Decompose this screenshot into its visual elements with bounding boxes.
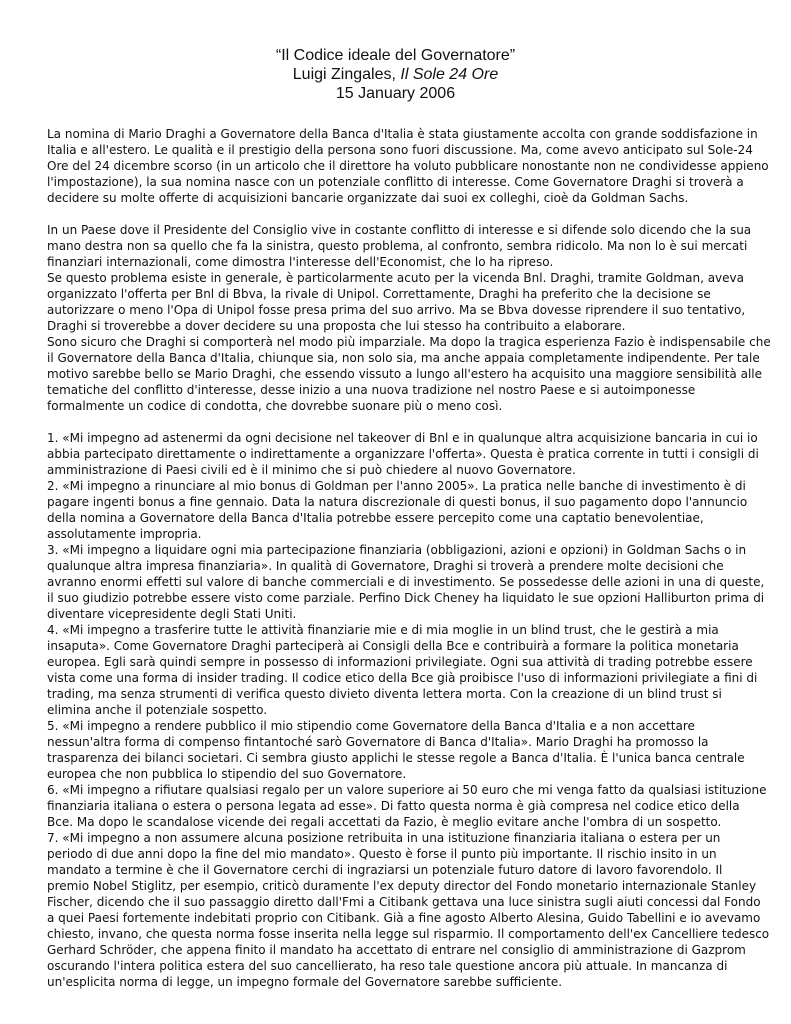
text-line: Fischer, dicendo che il suo passaggio diretto dall'Fmi a Citibank gettava una luce sinistra sugli aiuti concessi dal Fondo [47, 895, 761, 909]
paragraph [47, 222, 771, 414]
text-line: premio Nobel Stiglitz, per esempio, criticò duramente l'ex deputy director del Fondo monetario internazionale Stanley [47, 879, 757, 893]
text-line: 5. «Mi impegno a rendere pubblico il mio stipendio come Governatore della Banca d'Italia e a non accettare [47, 719, 695, 733]
text-line: avranno enormi effetti sul valore di banche commerciali e di investimento. Se possedesse delle azioni in una di queste, [47, 575, 765, 589]
paragraph [47, 126, 769, 206]
text-line: Sono sicuro che Draghi si comporterà nel modo più imparziale. Ma dopo la tragica esperienza Fazio è indispensabile che [47, 335, 771, 349]
text-line: periodo di due anni dopo la fine del mio mandato». Questo è forse il punto più importante. Il rischio insito in un [47, 847, 717, 861]
text-line: motivo sarebbe bello se Mario Draghi, che essendo vissuto a lungo all'estero ha acquisito una maggiore sensibilità alle [47, 367, 762, 381]
text-line: 6. «Mi impegno a rifiutare qualsiasi regalo per un valore superiore ai 50 euro che mi venga fatto da qualsiasi istituzione [47, 783, 767, 797]
text-line: 2. «Mi impegno a rinunciare al mio bonus di Goldman per l'anno 2005». La pratica nelle banche di investimento è di [47, 479, 746, 493]
text-line: elimina anche il potenziale sospetto. [47, 703, 268, 717]
article-author: Luigi Zingales, [292, 66, 396, 83]
text-line: 3. «Mi impegno a liquidare ogni mia partecipazione finanziaria (obbligazioni, azioni e opzioni) in Goldman Sachs o in [47, 543, 747, 557]
text-line: autorizzare o meno l'Opa di Unipol fosse presa prima del suo arrivo. Ma se Bbva dovesse riprendere il suo tentativo, [47, 303, 746, 317]
article-body [47, 126, 771, 990]
text-line: 1. «Mi impegno ad astenermi da ogni decisione nel takeover di Bnl e in qualunque altra acquisizione bancaria in cui io [47, 431, 758, 445]
text-line: decidere su molte offerte di acquisizioni bancarie organizzate dai suoi ex colleghi, cioè da Goldman Sachs. [47, 191, 689, 205]
text-line: vista come una forma di insider trading. Il codice etico della Bce già proibisce l'uso di informazioni privilegiate a fini di [47, 671, 758, 685]
text-line: l'impostazione), la sua nomina nasce con un potenziale conflitto di interesse. Come Governatore Draghi si troverà a [47, 175, 744, 189]
text-line: mandato a termine è che il Governatore cerchi di ingraziarsi un potenziale futuro datore di lavoro favorendolo. Il [47, 863, 723, 877]
text-line: insaputa». Come Governatore Draghi parteciperà ai Consigli della Bce e contribuirà a formare la politica monetaria [47, 639, 739, 653]
text-line: In un Paese dove il Presidente del Consiglio vive in costante conflitto di interesse e si difende solo dicendo che la sua [47, 223, 752, 237]
text-line: della nomina a Governatore della Banca d'Italia potrebbe essere percepito come una captatio benevolentiae, [47, 511, 704, 525]
text-line: trasparenza dei bilanci societari. Ci sembra giusto applichi le stesse regole a Banca d'Italia. È l'unica banca centrale [47, 751, 745, 765]
text-line: nessun'altra forma di compenso fintantoché sarò Governatore di Banca d'Italia». Mario Draghi ha promosso la [47, 735, 709, 749]
text-line: amministrazione di Paesi civili ed è il minimo che si può chiedere al nuovo Governatore. [47, 463, 576, 477]
text-line: tematiche del conflitto d'interesse, desse inizio a una nuova tradizione nel nostro Paese e si autoimponesse [47, 383, 696, 397]
article-date: 15 January 2006 [335, 85, 456, 102]
text-line: La nomina di Mario Draghi a Governatore della Banca d'Italia è stata giustamente accolta con grande soddisfazione in [47, 127, 758, 141]
text-line: finanziaria italiana o estera o persona legata ad esse». Di fatto questa norma è già compresa nel codice etico della [47, 799, 740, 813]
text-line: il suo giudizio potrebbe essere visto come parziale. Perfino Dick Cheney ha liquidato le sue opzioni Halliburton prima di [47, 591, 765, 605]
text-line: pagare ingenti bonus a fine gennaio. Data la natura discrezionale di questi bonus, il suo pagamento dopo l'annuncio [47, 495, 748, 509]
article-source: Il Sole 24 Ore [400, 66, 499, 83]
article-title: “Il Codice ideale del Governatore” [275, 47, 516, 64]
text-line: Gerhard Schröder, che appena finito il mandato ha accettato di entrare nel consiglio di amministrazione di Gazprom [47, 943, 746, 957]
text-line: formalmente un codice di condotta, che dovrebbe suonare più o meno così. [47, 399, 503, 413]
text-line: finanziari internazionali, come dimostra l'interesse dell'Economist, che lo ha ripreso. [47, 255, 554, 269]
text-line: organizzato l'offerta per Bnl di Bbva, la rivale di Unipol. Correttamente, Draghi ha preferito che la decisione se [47, 287, 711, 301]
text-line: 7. «Mi impegno a non assumere alcuna posizione retribuita in una istituzione finanziaria italiana o estera per un [47, 831, 721, 845]
text-line: chiesto, invano, che questa norma fosse inserita nella legge sul risparmio. Il comportamento dell'ex Cancelliere tedesco [47, 927, 770, 941]
text-line: Draghi si troverebbe a dover decidere su una proposta che lui stesso ha contribuito a elaborare. [47, 319, 626, 333]
paragraph [47, 430, 770, 990]
paragraph-gap [47, 206, 752, 222]
article-byline [0, 65, 791, 84]
text-line: Ore del 24 dicembre scorso (in un articolo che il direttore ha voluto pubblicare nonostante non ne condividesse appieno [47, 159, 769, 173]
text-line: Italia e all'estero. Le qualità e il prestigio della persona sono fuori discussione. Ma, come avevo anticipato sul Sole-24 [47, 143, 753, 157]
document-header [0, 46, 791, 103]
text-line: diventare vicepresidente degli Stati Uniti. [47, 607, 297, 621]
text-line: europea. Egli sarà quindi sempre in possesso di informazioni privilegiate. Ogni sua attività di trading potrebbe essere [47, 655, 753, 669]
text-line: un'esplicita norma di legge, un impegno formale del Governatore sarebbe sufficiente. [47, 975, 563, 989]
text-line: europea che non pubblica lo stipendio del suo Governatore. [47, 767, 407, 781]
text-line: mano destra non sa quello che fa la sinistra, questo problema, al confronto, sembra ridicolo. Ma non lo è sui mercati [47, 239, 748, 253]
paragraph-gap [47, 414, 752, 430]
text-line: a quei Paesi fortemente indebitati proprio con Citibank. Già a fine agosto Alberto Alesina, Guido Tabellini e io avevamo [47, 911, 761, 925]
text-line: il Governatore della Banca d'Italia, chiunque sia, non solo sia, ma anche appaia completamente indipendente. Per tale [47, 351, 760, 365]
text-line: abbia partecipato direttamente o indirettamente a organizzare l'offerta». Questa è pratica corrente in tutti i consigli di [47, 447, 759, 461]
text-line: oscurando l'intera politica estera del suo cancellierato, ha reso tale questione ancora più attuale. In mancanza di [47, 959, 728, 973]
text-line: 4. «Mi impegno a trasferire tutte le attività finanziarie mie e di mia moglie in un blind trust, che le gestirà a mia [47, 623, 719, 637]
text-line: qualunque altra impresa finanziaria». In qualità di Governatore, Draghi si troverà a prendere molte decisioni che [47, 559, 724, 573]
text-line: assolutamente impropria. [47, 527, 202, 541]
text-line: Se questo problema esiste in generale, è particolarmente acuto per la vicenda Bnl. Draghi, tramite Goldman, aveva [47, 271, 744, 285]
text-line: trading, ma senza strumenti di verifica questo divieto diventa lettera morta. Con la creazione di un blind trust si [47, 687, 722, 701]
text-line: Bce. Ma dopo le scandalose vicende dei regali accettati da Fazio, è meglio evitare anche l'ombra di un sospetto. [47, 815, 722, 829]
